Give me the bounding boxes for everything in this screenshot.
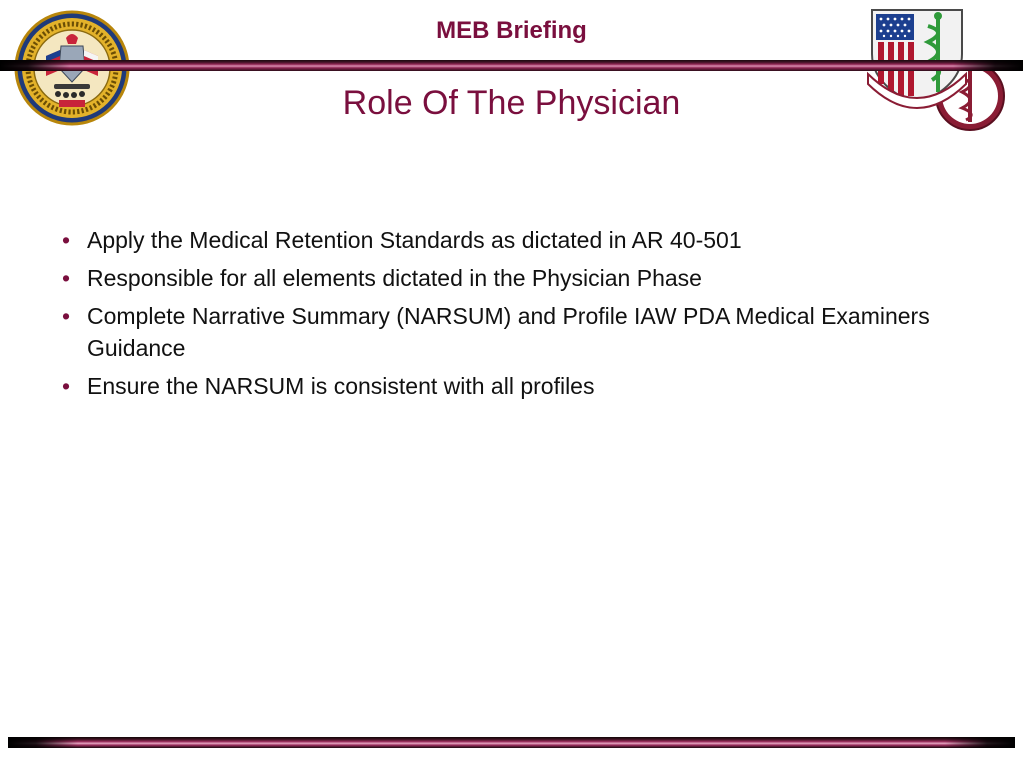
header-divider — [0, 60, 1023, 71]
bullet-list — [60, 224, 960, 408]
list-item — [60, 370, 960, 402]
bullet-text: Apply the Medical Retention Standards as dictated in AR 40-501 — [87, 227, 742, 253]
bullet-icon: • — [62, 227, 71, 253]
bullet-icon: • — [62, 303, 71, 329]
bullet-text: Ensure the NARSUM is consistent with all profiles — [87, 373, 595, 399]
header-title: MEB Briefing — [436, 17, 587, 44]
bullet-text: Responsible for all elements dictated in the Physician Phase — [87, 265, 702, 291]
slide-title: Role Of The Physician — [342, 84, 681, 122]
list-item — [60, 224, 960, 256]
bullet-text: Complete Narrative Summary (NARSUM) and Profile IAW PDA Medical Examiners Guidance — [87, 303, 930, 361]
list-item — [60, 262, 960, 294]
list-item — [60, 300, 960, 364]
bullet-icon: • — [62, 373, 71, 399]
bullet-icon: • — [62, 265, 71, 291]
footer-divider — [8, 737, 1015, 748]
